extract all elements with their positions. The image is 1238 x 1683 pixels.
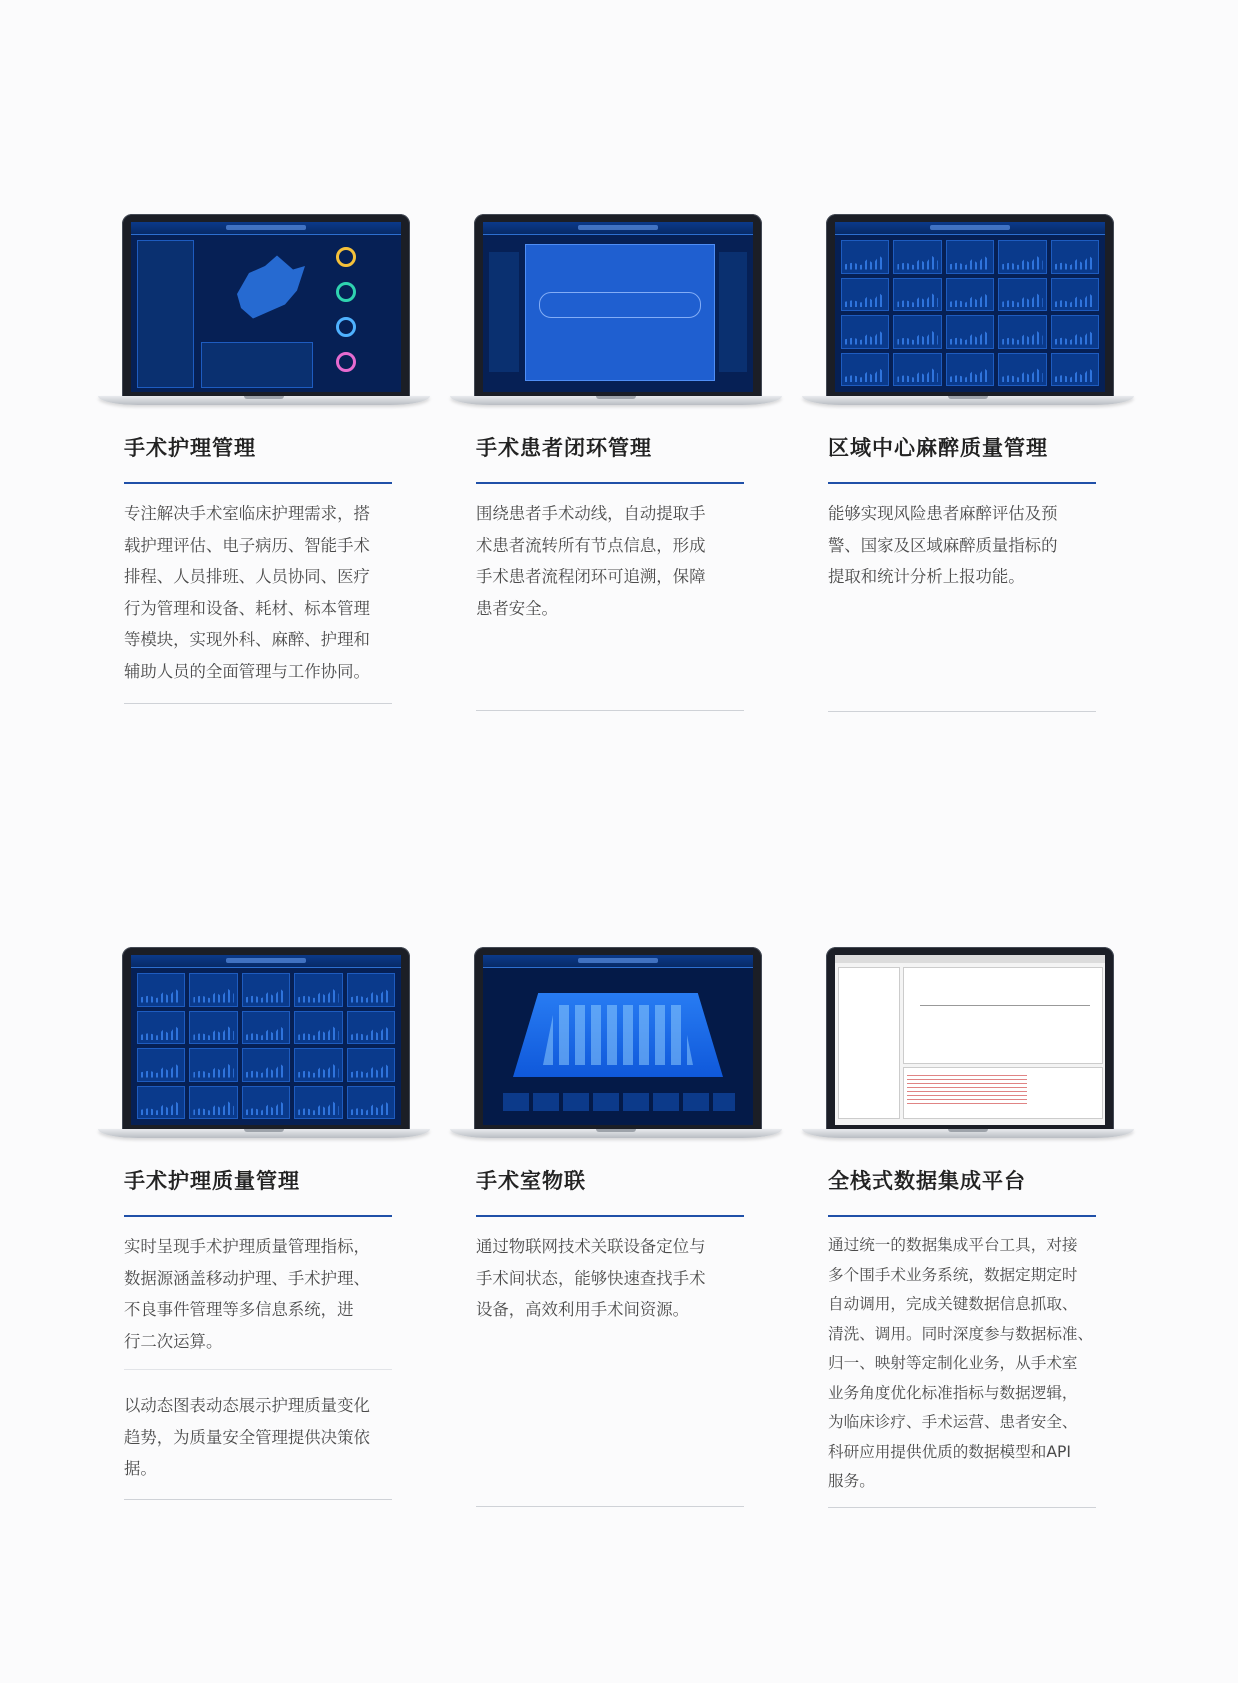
laptop-image	[450, 214, 782, 410]
laptop-image	[98, 947, 430, 1143]
card-nursing-management	[98, 214, 418, 704]
card-title: 全栈式数据集成平台	[828, 1169, 1026, 1193]
dashboard-screenshot	[835, 222, 1105, 392]
card-anesthesia-quality	[802, 214, 1122, 712]
laptop-image	[450, 947, 782, 1143]
dashboard-screenshot	[131, 222, 401, 392]
card-nursing-quality	[98, 947, 418, 1500]
card-description: 通过物联网技术关联设备定位与 手术间状态，能够快速查找手术 设备，高效利用手术间资源。	[476, 1237, 706, 1319]
card-patient-closed-loop	[450, 214, 770, 711]
bottom-divider	[476, 710, 744, 711]
card-title: 手术护理管理	[124, 436, 256, 460]
software-screenshot	[835, 955, 1105, 1125]
card-description: 通过统一的数据集成平台工具，对接 多个围手术业务系统，数据定期定时 自动调用，完成关键数据信息抓取、 清洗、调用。同时深度参与数据标准、 归一、映射等定制化业务，从手术室 业务角度优化标准指标与数据逻辑， 为临床诊疗、手术运营、患者安全、 科研应用提供优质的数据模型和API 服务。	[828, 1236, 1094, 1490]
laptop-image	[802, 214, 1134, 410]
laptop-image	[802, 947, 1134, 1143]
card-description-2: 以动态图表动态展示护理质量变化 趋势，为质量安全管理提供决策依 据。	[124, 1396, 370, 1478]
card-title: 手术患者闭环管理	[476, 436, 652, 460]
card-description: 围绕患者手术动线，自动提取手 术患者流转所有节点信息，形成 手术患者流程闭环可追溯，保障 患者安全。	[476, 504, 706, 618]
bottom-divider	[124, 703, 392, 704]
bottom-divider	[828, 1507, 1096, 1508]
dashboard-screenshot	[483, 222, 753, 392]
card-or-iot	[450, 947, 770, 1507]
dashboard-screenshot	[483, 955, 753, 1125]
card-description: 实时呈现手术护理质量管理指标， 数据源涵盖移动护理、手术护理、 不良事件管理等多信息系统，进 行二次运算。	[124, 1237, 370, 1351]
card-title: 区域中心麻醉质量管理	[828, 436, 1048, 460]
card-title: 手术护理质量管理	[124, 1169, 300, 1193]
card-description: 能够实现风险患者麻醉评估及预 警、国家及区域麻醉质量指标的 提取和统计分析上报功能。	[828, 504, 1058, 586]
bottom-divider	[828, 711, 1096, 712]
card-title: 手术室物联	[476, 1169, 586, 1193]
dashboard-screenshot	[131, 955, 401, 1125]
bottom-divider	[124, 1499, 392, 1500]
laptop-image	[98, 214, 430, 410]
bottom-divider	[476, 1506, 744, 1507]
card-data-integration	[802, 947, 1122, 1508]
card-description: 专注解决手术室临床护理需求，搭 载护理评估、电子病历、智能手术 排程、人员排班、人员协同、医疗 行为管理和设备、耗材、标本管理 等模块，实现外科、麻醉、护理和 辅助人员的全面管理与工作协同。	[124, 504, 370, 681]
